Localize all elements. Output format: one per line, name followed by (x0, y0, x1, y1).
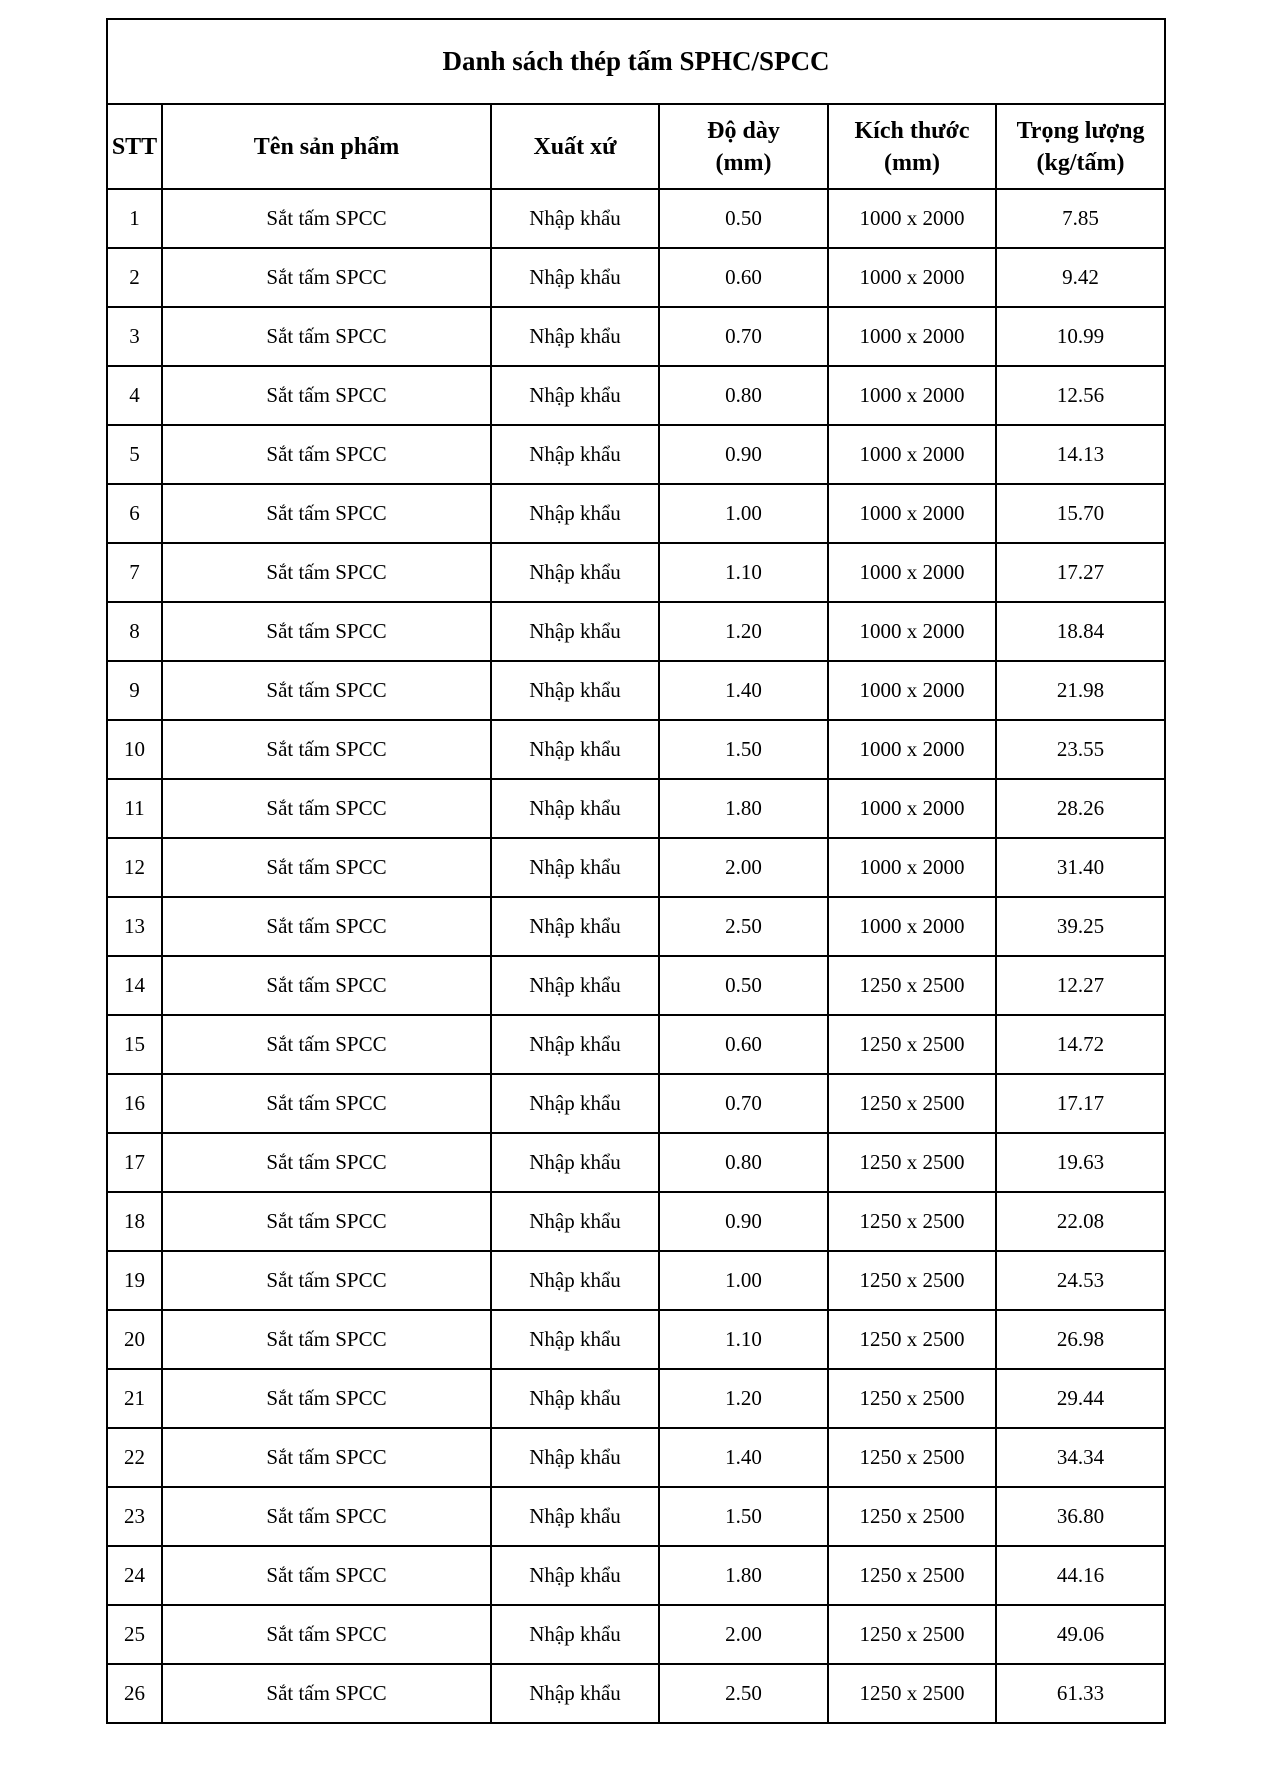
cell-stt: 11 (107, 779, 162, 838)
document-sheet (106, 18, 1164, 1724)
table-row (107, 484, 1165, 543)
steel-sheet-table (106, 18, 1166, 1724)
table-row (107, 1428, 1165, 1487)
cell-weight: 19.63 (996, 1133, 1165, 1192)
cell-weight: 7.85 (996, 189, 1165, 248)
table-row (107, 1546, 1165, 1605)
cell-origin: Nhập khẩu (491, 1015, 659, 1074)
cell-size: 1000 x 2000 (828, 661, 996, 720)
cell-weight: 14.13 (996, 425, 1165, 484)
cell-size: 1250 x 2500 (828, 1310, 996, 1369)
cell-weight: 26.98 (996, 1310, 1165, 1369)
cell-product-name: Sắt tấm SPCC (162, 897, 491, 956)
cell-product-name: Sắt tấm SPCC (162, 543, 491, 602)
cell-origin: Nhập khẩu (491, 1428, 659, 1487)
cell-product-name: Sắt tấm SPCC (162, 1251, 491, 1310)
cell-product-name: Sắt tấm SPCC (162, 602, 491, 661)
table-row (107, 1310, 1165, 1369)
table-row (107, 661, 1165, 720)
cell-size: 1250 x 2500 (828, 1369, 996, 1428)
cell-stt: 22 (107, 1428, 162, 1487)
cell-product-name: Sắt tấm SPCC (162, 1369, 491, 1428)
cell-stt: 6 (107, 484, 162, 543)
header-label: STT (111, 133, 158, 160)
cell-origin: Nhập khẩu (491, 425, 659, 484)
cell-origin: Nhập khẩu (491, 661, 659, 720)
table-row (107, 248, 1165, 307)
cell-thickness: 1.20 (659, 1369, 828, 1428)
cell-stt: 15 (107, 1015, 162, 1074)
cell-weight: 21.98 (996, 661, 1165, 720)
cell-size: 1000 x 2000 (828, 838, 996, 897)
cell-thickness: 2.50 (659, 897, 828, 956)
cell-size: 1250 x 2500 (828, 1133, 996, 1192)
cell-thickness: 1.20 (659, 602, 828, 661)
cell-weight: 12.56 (996, 366, 1165, 425)
cell-thickness: 1.00 (659, 1251, 828, 1310)
header-unit: (kg/tấm) (1036, 149, 1125, 176)
cell-stt: 16 (107, 1074, 162, 1133)
cell-stt: 14 (107, 956, 162, 1015)
cell-origin: Nhập khẩu (491, 897, 659, 956)
cell-weight: 24.53 (996, 1251, 1165, 1310)
cell-weight: 18.84 (996, 602, 1165, 661)
cell-stt: 24 (107, 1546, 162, 1605)
cell-thickness: 0.80 (659, 366, 828, 425)
cell-origin: Nhập khẩu (491, 189, 659, 248)
table-row (107, 1192, 1165, 1251)
cell-product-name: Sắt tấm SPCC (162, 1605, 491, 1664)
cell-size: 1000 x 2000 (828, 543, 996, 602)
cell-product-name: Sắt tấm SPCC (162, 1015, 491, 1074)
cell-product-name: Sắt tấm SPCC (162, 1074, 491, 1133)
title-row (107, 19, 1165, 104)
cell-size: 1250 x 2500 (828, 956, 996, 1015)
cell-thickness: 1.50 (659, 1487, 828, 1546)
cell-origin: Nhập khẩu (491, 779, 659, 838)
table-row (107, 543, 1165, 602)
cell-size: 1250 x 2500 (828, 1546, 996, 1605)
cell-weight: 22.08 (996, 1192, 1165, 1251)
cell-stt: 9 (107, 661, 162, 720)
table-row (107, 1664, 1165, 1723)
cell-stt: 1 (107, 189, 162, 248)
cell-product-name: Sắt tấm SPCC (162, 956, 491, 1015)
cell-stt: 17 (107, 1133, 162, 1192)
cell-weight: 15.70 (996, 484, 1165, 543)
cell-product-name: Sắt tấm SPCC (162, 189, 491, 248)
cell-product-name: Sắt tấm SPCC (162, 838, 491, 897)
cell-size: 1250 x 2500 (828, 1015, 996, 1074)
cell-weight: 61.33 (996, 1664, 1165, 1723)
table-row (107, 1074, 1165, 1133)
cell-thickness: 2.00 (659, 1605, 828, 1664)
table-row (107, 1605, 1165, 1664)
cell-stt: 26 (107, 1664, 162, 1723)
header-unit: (mm) (884, 149, 940, 176)
cell-origin: Nhập khẩu (491, 1487, 659, 1546)
cell-stt: 18 (107, 1192, 162, 1251)
header-col-stt (107, 104, 162, 189)
cell-product-name: Sắt tấm SPCC (162, 779, 491, 838)
cell-size: 1250 x 2500 (828, 1605, 996, 1664)
cell-size: 1250 x 2500 (828, 1251, 996, 1310)
cell-stt: 8 (107, 602, 162, 661)
cell-thickness: 1.80 (659, 779, 828, 838)
cell-origin: Nhập khẩu (491, 602, 659, 661)
header-col-product-name (162, 104, 491, 189)
cell-thickness: 1.10 (659, 543, 828, 602)
cell-origin: Nhập khẩu (491, 1664, 659, 1723)
cell-stt: 10 (107, 720, 162, 779)
cell-thickness: 1.50 (659, 720, 828, 779)
header-col-weight (996, 104, 1165, 189)
table-row (107, 1369, 1165, 1428)
cell-product-name: Sắt tấm SPCC (162, 484, 491, 543)
cell-weight: 44.16 (996, 1546, 1165, 1605)
cell-weight: 12.27 (996, 956, 1165, 1015)
cell-thickness: 1.80 (659, 1546, 828, 1605)
cell-size: 1250 x 2500 (828, 1428, 996, 1487)
cell-weight: 49.06 (996, 1605, 1165, 1664)
cell-origin: Nhập khẩu (491, 838, 659, 897)
table-body (107, 189, 1165, 1723)
cell-thickness: 0.70 (659, 1074, 828, 1133)
header-label: Trọng lượng (1016, 117, 1145, 144)
cell-thickness: 0.90 (659, 1192, 828, 1251)
cell-stt: 2 (107, 248, 162, 307)
cell-product-name: Sắt tấm SPCC (162, 248, 491, 307)
cell-origin: Nhập khẩu (491, 720, 659, 779)
cell-product-name: Sắt tấm SPCC (162, 366, 491, 425)
cell-stt: 12 (107, 838, 162, 897)
cell-weight: 23.55 (996, 720, 1165, 779)
cell-product-name: Sắt tấm SPCC (162, 1310, 491, 1369)
header-col-thickness (659, 104, 828, 189)
cell-product-name: Sắt tấm SPCC (162, 1133, 491, 1192)
header-label: Kích thước (854, 117, 970, 144)
table-row (107, 602, 1165, 661)
cell-thickness: 0.70 (659, 307, 828, 366)
cell-origin: Nhập khẩu (491, 1369, 659, 1428)
table-row (107, 1251, 1165, 1310)
cell-stt: 5 (107, 425, 162, 484)
cell-product-name: Sắt tấm SPCC (162, 307, 491, 366)
table-row (107, 189, 1165, 248)
header-col-origin (491, 104, 659, 189)
cell-product-name: Sắt tấm SPCC (162, 1546, 491, 1605)
cell-thickness: 1.10 (659, 1310, 828, 1369)
cell-product-name: Sắt tấm SPCC (162, 1428, 491, 1487)
cell-product-name: Sắt tấm SPCC (162, 1192, 491, 1251)
header-col-size (828, 104, 996, 189)
cell-size: 1000 x 2000 (828, 897, 996, 956)
table-row (107, 1015, 1165, 1074)
table-row (107, 1487, 1165, 1546)
cell-origin: Nhập khẩu (491, 543, 659, 602)
table-row (107, 720, 1165, 779)
cell-stt: 23 (107, 1487, 162, 1546)
table-row (107, 897, 1165, 956)
cell-weight: 29.44 (996, 1369, 1165, 1428)
cell-size: 1000 x 2000 (828, 425, 996, 484)
cell-thickness: 1.40 (659, 1428, 828, 1487)
cell-stt: 20 (107, 1310, 162, 1369)
cell-origin: Nhập khẩu (491, 248, 659, 307)
table-row (107, 838, 1165, 897)
cell-weight: 31.40 (996, 838, 1165, 897)
cell-thickness: 0.50 (659, 956, 828, 1015)
cell-size: 1000 x 2000 (828, 720, 996, 779)
cell-origin: Nhập khẩu (491, 1192, 659, 1251)
table-row (107, 1133, 1165, 1192)
cell-size: 1000 x 2000 (828, 366, 996, 425)
cell-weight: 34.34 (996, 1428, 1165, 1487)
table-row (107, 366, 1165, 425)
cell-origin: Nhập khẩu (491, 1310, 659, 1369)
cell-product-name: Sắt tấm SPCC (162, 1487, 491, 1546)
cell-thickness: 0.50 (659, 189, 828, 248)
header-label: Độ dày (707, 117, 780, 144)
cell-size: 1250 x 2500 (828, 1192, 996, 1251)
cell-origin: Nhập khẩu (491, 1605, 659, 1664)
cell-product-name: Sắt tấm SPCC (162, 661, 491, 720)
cell-origin: Nhập khẩu (491, 1133, 659, 1192)
cell-size: 1000 x 2000 (828, 779, 996, 838)
cell-size: 1250 x 2500 (828, 1487, 996, 1546)
cell-weight: 17.27 (996, 543, 1165, 602)
table-title: Danh sách thép tấm SPHC/SPCC (107, 19, 1165, 104)
cell-stt: 3 (107, 307, 162, 366)
cell-origin: Nhập khẩu (491, 366, 659, 425)
header-unit: (mm) (715, 149, 772, 176)
cell-product-name: Sắt tấm SPCC (162, 720, 491, 779)
table-row (107, 425, 1165, 484)
cell-stt: 4 (107, 366, 162, 425)
cell-stt: 13 (107, 897, 162, 956)
table-row (107, 779, 1165, 838)
cell-size: 1000 x 2000 (828, 248, 996, 307)
cell-thickness: 0.90 (659, 425, 828, 484)
cell-origin: Nhập khẩu (491, 956, 659, 1015)
cell-product-name: Sắt tấm SPCC (162, 425, 491, 484)
cell-origin: Nhập khẩu (491, 307, 659, 366)
cell-stt: 25 (107, 1605, 162, 1664)
cell-size: 1250 x 2500 (828, 1664, 996, 1723)
cell-size: 1000 x 2000 (828, 189, 996, 248)
header-row (107, 104, 1165, 189)
header-label: Tên sản phẩm (253, 133, 400, 160)
table-row (107, 307, 1165, 366)
cell-origin: Nhập khẩu (491, 484, 659, 543)
cell-stt: 21 (107, 1369, 162, 1428)
header-label: Xuất xứ (533, 133, 617, 160)
cell-origin: Nhập khẩu (491, 1251, 659, 1310)
cell-weight: 28.26 (996, 779, 1165, 838)
cell-product-name: Sắt tấm SPCC (162, 1664, 491, 1723)
cell-weight: 17.17 (996, 1074, 1165, 1133)
cell-size: 1000 x 2000 (828, 484, 996, 543)
cell-origin: Nhập khẩu (491, 1546, 659, 1605)
cell-thickness: 0.60 (659, 1015, 828, 1074)
cell-size: 1250 x 2500 (828, 1074, 996, 1133)
cell-size: 1000 x 2000 (828, 602, 996, 661)
cell-weight: 10.99 (996, 307, 1165, 366)
cell-thickness: 1.00 (659, 484, 828, 543)
table-row (107, 956, 1165, 1015)
cell-thickness: 2.50 (659, 1664, 828, 1723)
cell-thickness: 2.00 (659, 838, 828, 897)
cell-stt: 19 (107, 1251, 162, 1310)
cell-weight: 36.80 (996, 1487, 1165, 1546)
cell-origin: Nhập khẩu (491, 1074, 659, 1133)
cell-thickness: 1.40 (659, 661, 828, 720)
cell-weight: 9.42 (996, 248, 1165, 307)
cell-thickness: 0.60 (659, 248, 828, 307)
cell-size: 1000 x 2000 (828, 307, 996, 366)
cell-thickness: 0.80 (659, 1133, 828, 1192)
cell-weight: 14.72 (996, 1015, 1165, 1074)
cell-stt: 7 (107, 543, 162, 602)
cell-weight: 39.25 (996, 897, 1165, 956)
